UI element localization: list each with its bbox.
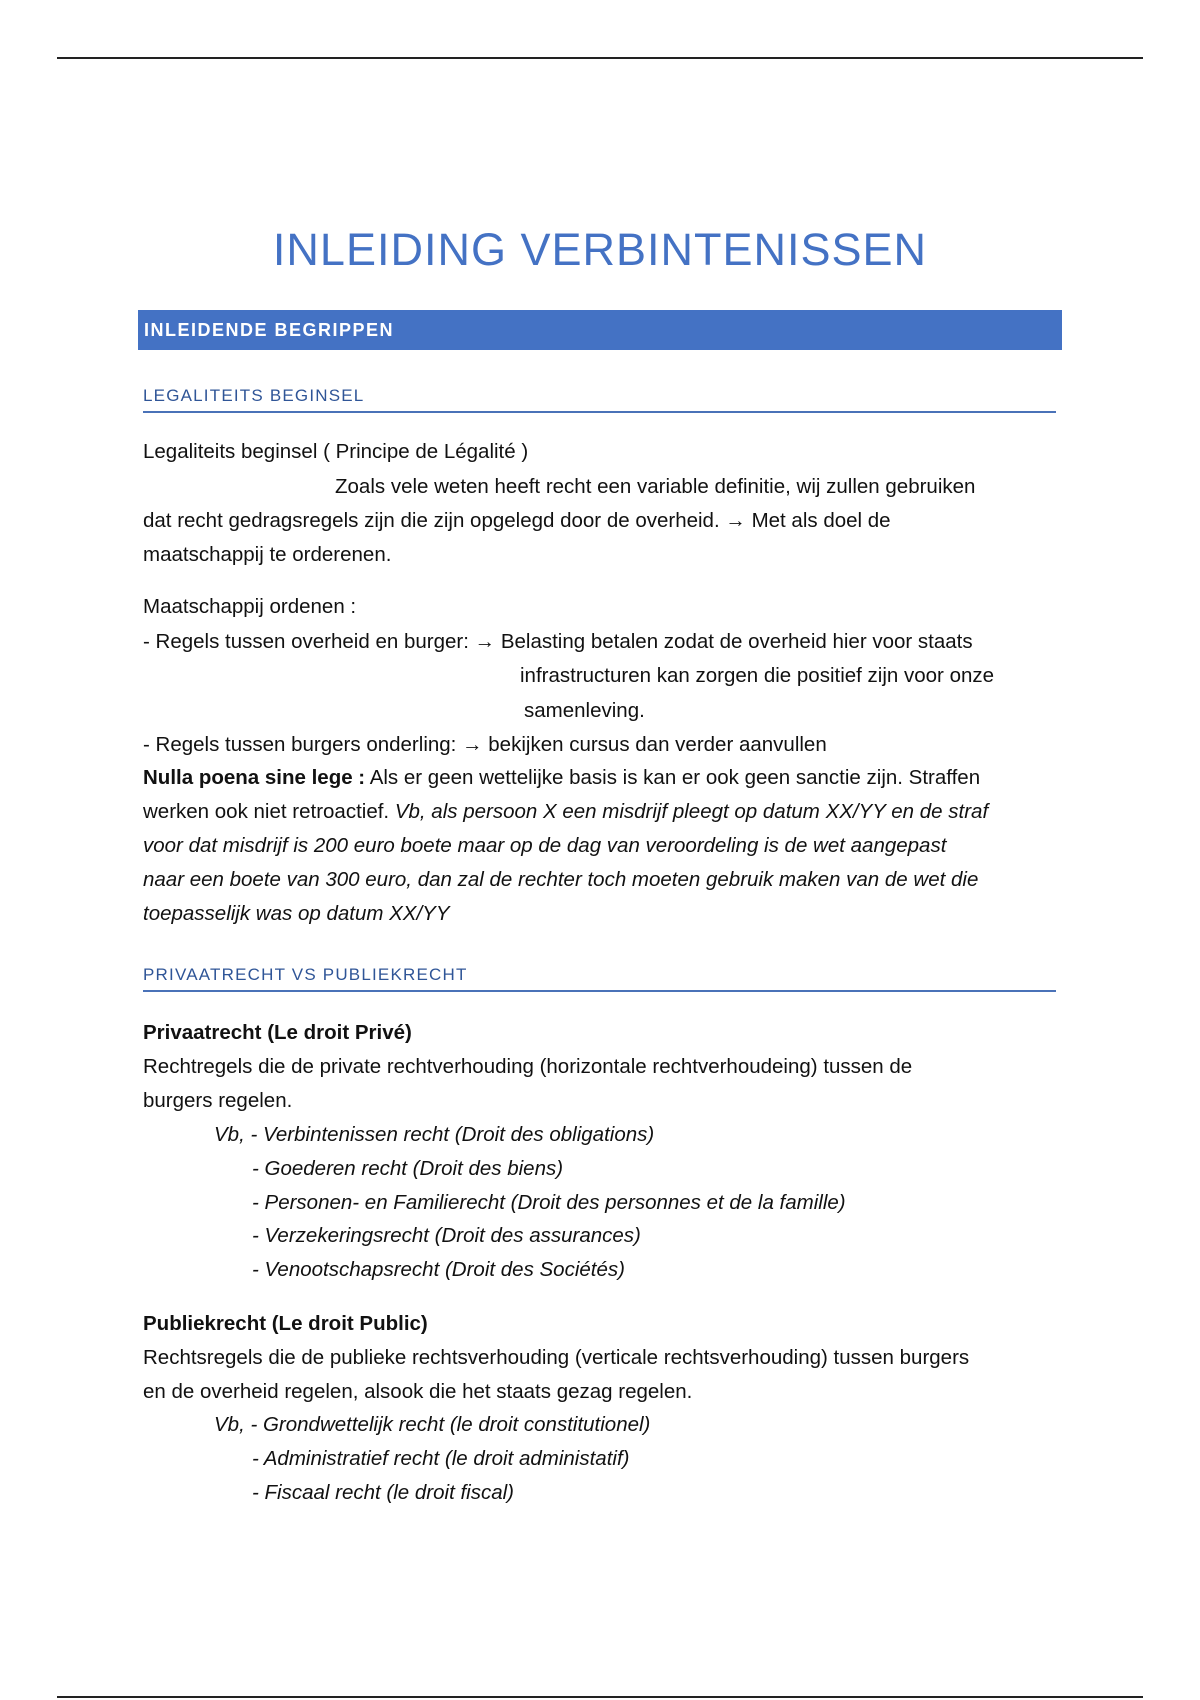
publiekrecht-definition: en de overheid regelen, alsook die het staats gezag regelen.	[143, 1380, 693, 1403]
rule-text-continued: samenleving.	[524, 699, 645, 722]
legaliteit-paragraph-line: maatschappij te orderenen.	[143, 543, 392, 566]
subheading-privaatrecht-vs-publiekrecht: PRIVAATRECHT VS PUBLIEKRECHT	[143, 963, 1056, 992]
paragraph-text: Met als doel de	[751, 509, 891, 532]
rule-text-continued: infrastructuren kan zorgen die positief zijn voor onze	[520, 664, 995, 687]
nulla-poena-text: Als er geen wettelijke basis is kan er ook geen sanctie zijn. Straffen	[365, 766, 981, 789]
footer-rule	[57, 1696, 1143, 1698]
rule-text: Belasting betalen zodat de overheid hier voor staats	[500, 630, 973, 653]
rule-burgers-onderling	[143, 728, 827, 762]
nulla-poena-text: werken ook niet retroactief.	[143, 800, 395, 823]
rule-overheid-burger	[143, 625, 973, 659]
arrow-right-icon: →	[474, 630, 496, 653]
privaatrecht-example-vb: Vb, - Verbintenissen recht (Droit des obligations)	[214, 1123, 655, 1146]
arrow-right-icon: →	[462, 733, 483, 756]
nulla-poena-term: Nulla poena sine lege :	[143, 766, 366, 789]
rule-prefix: - Regels tussen overheid en burger:	[143, 630, 469, 653]
ordenen-label: Maatschappij ordenen :	[143, 595, 357, 618]
subheading-legaliteits-beginsel: LEGALITEITS BEGINSEL	[143, 384, 1056, 413]
paragraph-text: dat recht gedragsregels zijn die zijn opgelegd door de overheid.	[143, 509, 720, 532]
list-item: - Personen- en Familierecht (Droit des personnes et de la famille)	[252, 1191, 846, 1214]
section-heading-inleidende-begrippen: INLEIDENDE BEGRIPPEN	[138, 310, 1062, 350]
arrow-right-icon: →	[725, 509, 746, 532]
nulla-poena-example: Vb, als persoon X een misdrijf pleegt op datum XX/YY en de straf	[394, 800, 989, 823]
nulla-poena-line	[143, 795, 988, 829]
list-item: - Venootschapsrecht (Droit des Sociétés)	[252, 1258, 625, 1281]
nulla-poena-example: toepasselijk was op datum XX/YY	[143, 902, 450, 925]
list-item: - Goederen recht (Droit des biens)	[252, 1157, 564, 1180]
rule-prefix: - Regels tussen burgers onderling:	[143, 733, 457, 756]
legaliteit-label: Legaliteits beginsel ( Principe de Légalité )	[143, 440, 529, 463]
nulla-poena-line	[143, 761, 980, 795]
list-item: - Verzekeringsrecht (Droit des assurances)	[252, 1224, 641, 1247]
nulla-poena-example: voor dat misdrijf is 200 euro boete maar op de dag van veroordeling is de wet aangepast	[143, 834, 947, 857]
header-rule	[57, 57, 1143, 59]
privaatrecht-definition: Rechtregels die de private rechtverhouding (horizontale rechtverhoudeing) tussen de	[143, 1055, 913, 1078]
privaatrecht-definition: burgers regelen.	[143, 1089, 293, 1112]
nulla-poena-example: naar een boete van 300 euro, dan zal de rechter toch moeten gebruik maken van de wet die	[143, 868, 979, 891]
publiekrecht-definition: Rechtsregels die de publieke rechtsverhouding (verticale rechtsverhouding) tussen burgers	[143, 1346, 970, 1369]
legaliteit-paragraph-line	[143, 504, 891, 538]
list-item: - Administratief recht (le droit administatif)	[252, 1447, 630, 1470]
rule-text: bekijken cursus dan verder aanvullen	[488, 733, 827, 756]
privaatrecht-title: Privaatrecht (Le droit Privé)	[143, 1021, 412, 1044]
document-title: INLEIDING VERBINTENISSEN	[272, 224, 928, 275]
legaliteit-paragraph-line: Zoals vele weten heeft recht een variable definitie, wij zullen gebruiken	[335, 475, 976, 498]
publiekrecht-title: Publiekrecht (Le droit Public)	[143, 1312, 428, 1335]
publiekrecht-example-vb: Vb, - Grondwettelijk recht (le droit constitutionel)	[214, 1413, 651, 1436]
list-item: - Fiscaal recht (le droit fiscal)	[252, 1481, 515, 1504]
